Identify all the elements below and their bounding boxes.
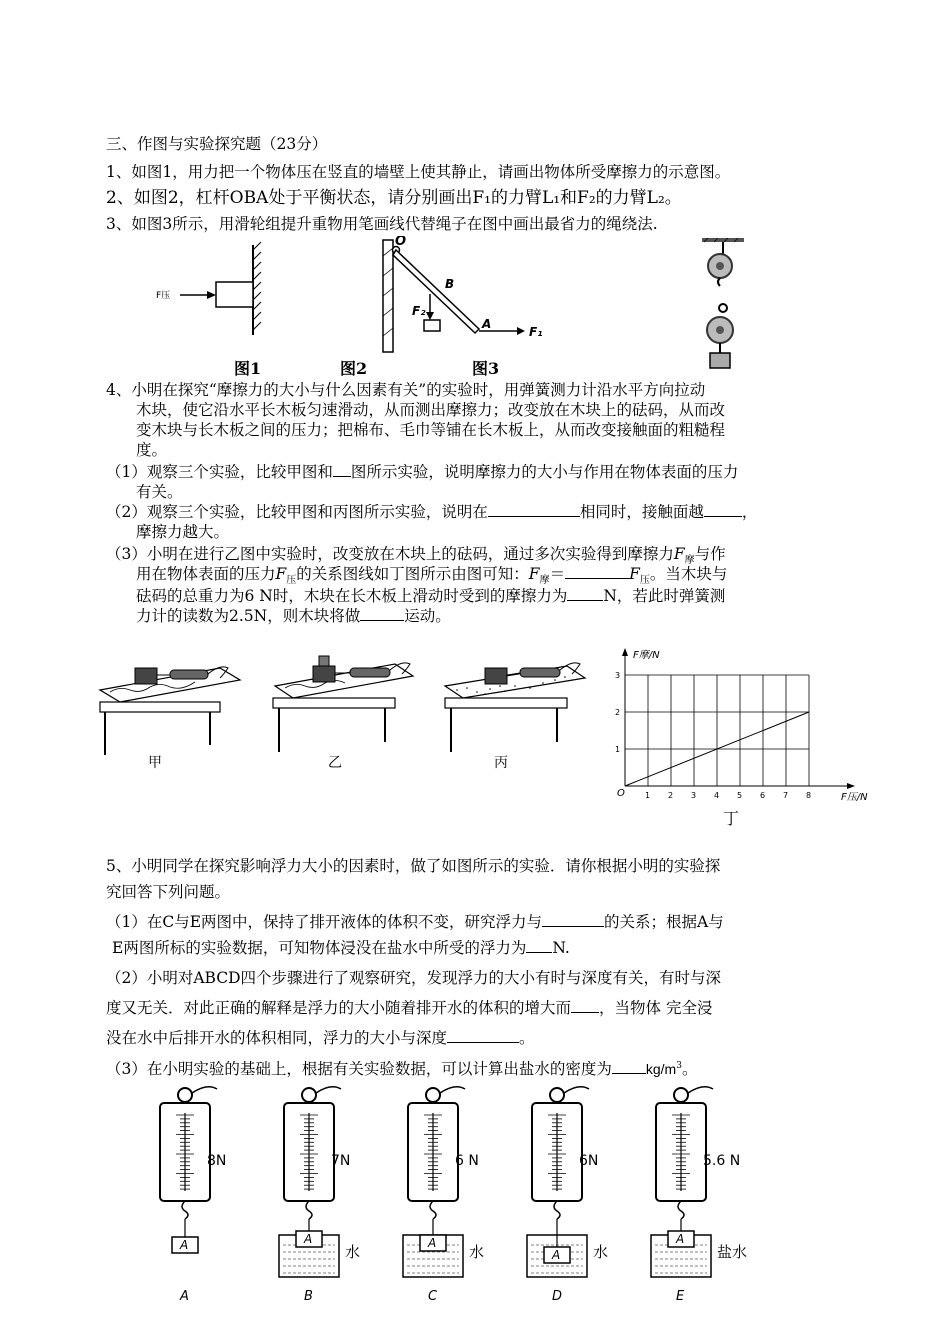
- chart-caption-ding: 丁: [723, 809, 740, 828]
- answer-blank[interactable]: [488, 502, 580, 517]
- scale-ring: [674, 1088, 688, 1102]
- hand-grip: [316, 1087, 341, 1093]
- chart-y-tick: 2: [615, 708, 621, 717]
- q4-part3-line2: 用在物体表面的压力$F_压$的关系图线如丁图所示由图可知：$F_摩= F_压$。当木块与: [136, 565, 728, 587]
- chart-x-tick: 7: [783, 791, 789, 800]
- figure-label: B: [304, 1289, 313, 1304]
- figure-3-pulley: [690, 238, 760, 398]
- answer-blank[interactable]: [571, 998, 599, 1013]
- friction-experiment-figures: [95, 650, 595, 780]
- figure-label: D: [552, 1289, 563, 1304]
- scale-hook: [554, 1201, 560, 1219]
- spring-scale: [160, 1087, 226, 1304]
- fig1-force-label: F压: [156, 291, 171, 301]
- fig2-o-label: O: [395, 236, 407, 249]
- q5-line1: 5、小明同学在探究影响浮力大小的因素时，做了如图所示的实验．请你根据小明的实验探: [106, 857, 721, 875]
- question-2: 2、如图2，杠杆OBA处于平衡状态，请分别画出F₁的力臂L₁和F₂的力臂L₂。: [106, 188, 682, 208]
- q5-line8: （3）在小明实验的基础上，根据有关实验数据，可以计算出盐水的密度为 $kg/m^3$。: [106, 1060, 698, 1079]
- figure-label: A: [180, 1289, 189, 1304]
- scale-reading: 7N: [331, 1153, 351, 1169]
- spring-scale: [527, 1087, 608, 1304]
- fig1-caption: 图1: [234, 359, 262, 378]
- fig3-caption: 图3: [472, 359, 500, 378]
- fig2-caption: 图2: [340, 359, 368, 378]
- figure-1-wall-block: [150, 240, 270, 340]
- spring-scale: [279, 1087, 360, 1304]
- scale-ring: [302, 1088, 316, 1102]
- question-1: 1、如图1，用力把一个物体压在竖直的墙壁上使其静止，请画出物体所受摩擦力的示意图。: [106, 163, 731, 181]
- scale-ring: [426, 1088, 440, 1102]
- chart-x-tick: 1: [645, 791, 651, 800]
- q4-intro-line4: 度。: [136, 441, 168, 459]
- q4-part3-line1: （3）小明在进行乙图中实验时，改变放在木块上的砝码，通过多次实验得到摩擦力$F_摩$与作: [106, 545, 726, 567]
- q4-intro-line3: 变木块与长木板之间的压力；把棉布、毛巾等铺在长木板上，从而改变接触面的粗糙程: [136, 421, 726, 439]
- answer-blank[interactable]: [333, 462, 351, 477]
- scale-ring: [550, 1088, 564, 1102]
- chart-y-tick: 3: [615, 671, 621, 680]
- figure-2-lever: [375, 236, 550, 356]
- caption-bing: 丙: [494, 755, 508, 771]
- fig2-a-label: A: [482, 317, 492, 331]
- fig2-b-label: B: [445, 277, 455, 291]
- answer-blank[interactable]: [565, 564, 629, 579]
- chart-x-tick: 8: [806, 791, 812, 800]
- q4-part2-line1: （2）观察三个实验，比较甲图和丙图所示实验，说明在 相同时，接触面越 ，: [106, 503, 758, 521]
- q5-line5: （2）小明对ABCD四个步骤进行了观察研究，发现浮力的大小有时与深度有关，有时与深: [106, 969, 722, 987]
- object-block-label: A: [180, 1238, 189, 1252]
- chart-x-tick: 5: [737, 791, 743, 800]
- answer-blank[interactable]: [526, 938, 552, 953]
- buoyancy-experiment-figures: [150, 1085, 790, 1310]
- hand-grip: [688, 1087, 713, 1093]
- q5-line3: （1）在C与E两图中，保持了排开液体的体积不变，研究浮力与 的关系；根据A与: [106, 913, 724, 931]
- q4-intro-line1: 4、小明在探究“摩擦力的大小与什么因素有关”的实验时，用弹簧测力计沿水平方向拉动: [106, 381, 706, 399]
- q5-line2: 究回答下列问题。: [106, 883, 231, 901]
- scale-reading: 8N: [207, 1153, 227, 1169]
- spring-scale: [651, 1087, 747, 1304]
- figure-label: E: [676, 1289, 685, 1304]
- q4-part3-line3: 砝码的总重力为6 N时，木块在长木板上滑动时受到的摩擦力为 N，若此时弹簧测: [136, 587, 726, 605]
- chart-x-tick: 2: [668, 791, 674, 800]
- chart-x-tick: 6: [760, 791, 766, 800]
- experiment-jia: [100, 667, 240, 755]
- liquid-label: 盐水: [717, 1243, 748, 1261]
- answer-blank[interactable]: [360, 606, 404, 621]
- scale-reading: 6 N: [455, 1153, 479, 1169]
- chart-y-label: F摩/N: [633, 650, 660, 661]
- scale-hook: [430, 1201, 436, 1219]
- question-3: 3、如图3所示，用滑轮组提升重物用笔画线代替绳子在图中画出最省力的绳绕法.: [106, 215, 658, 233]
- scale-hook: [182, 1201, 188, 1219]
- caption-jia: 甲: [148, 755, 162, 771]
- hand-grip: [440, 1087, 465, 1093]
- friction-chart: [605, 640, 875, 830]
- answer-blank[interactable]: [612, 1059, 646, 1074]
- liquid-label: 水: [469, 1243, 485, 1261]
- answer-blank[interactable]: [542, 912, 604, 927]
- experiment-bing: [445, 663, 585, 752]
- chart-x-tick: 4: [714, 791, 720, 800]
- fig2-f2-label: F₂: [412, 304, 426, 318]
- answer-blank[interactable]: [447, 1028, 519, 1043]
- q4-part1-line1: （1）观察三个实验，比较甲图和 图所示实验，说明摩擦力的大小与作用在物体表面的压力: [106, 463, 739, 481]
- hand-grip: [564, 1087, 589, 1093]
- object-block-label: A: [676, 1232, 685, 1246]
- caption-yi: 乙: [328, 755, 342, 771]
- chart-origin: O: [617, 788, 625, 799]
- answer-blank[interactable]: [704, 502, 742, 517]
- spring-scale: [403, 1087, 484, 1304]
- fig2-f1-label: F₁: [529, 325, 543, 339]
- q4-part1-line2: 有关。: [136, 483, 183, 501]
- object-block-label: A: [304, 1232, 313, 1246]
- chart-x-arrow: [847, 783, 855, 789]
- liquid-label: 水: [593, 1243, 609, 1261]
- object-block-label: A: [552, 1248, 561, 1262]
- q4-intro-line2: 木块，使它沿水平长木板匀速滑动，从而测出摩擦力；改变放在木块上的砝码，从而改: [136, 401, 726, 419]
- q5-line7: 没在水中后排开水的体积相同，浮力的大小与深度 。: [106, 1029, 535, 1047]
- object-block-label: A: [428, 1236, 437, 1250]
- scale-reading: 6N: [579, 1153, 599, 1169]
- chart-y-arrow: [622, 648, 628, 656]
- scale-hook: [306, 1201, 312, 1219]
- q4-part2-line2: 摩擦力越大。: [136, 523, 230, 541]
- scale-ring: [178, 1088, 192, 1102]
- answer-blank[interactable]: [567, 586, 603, 601]
- chart-x-label: F压/N: [841, 792, 868, 803]
- chart-x-tick: 3: [691, 791, 697, 800]
- hand-grip: [192, 1087, 217, 1093]
- figure-label: C: [428, 1289, 438, 1304]
- q4-part3-line4: 力计的读数为2.5N，则木块将做 运动。: [136, 607, 451, 625]
- scale-hook: [678, 1201, 684, 1219]
- section-title: 三、作图与实验探究题（23分）: [106, 135, 328, 153]
- experiment-yi: [273, 656, 413, 752]
- chart-y-tick: 1: [615, 745, 621, 754]
- q5-line6: 度又无关．对此正确的解释是浮力的大小随着排开水的体积的增大而 ，当物体 完全浸: [106, 999, 713, 1017]
- scale-reading: 5.6 N: [703, 1153, 741, 1169]
- liquid-label: 水: [345, 1243, 361, 1261]
- q5-line4: E两图所标的实验数据，可知物体浸没在盐水中所受的浮力为 N.: [112, 939, 570, 957]
